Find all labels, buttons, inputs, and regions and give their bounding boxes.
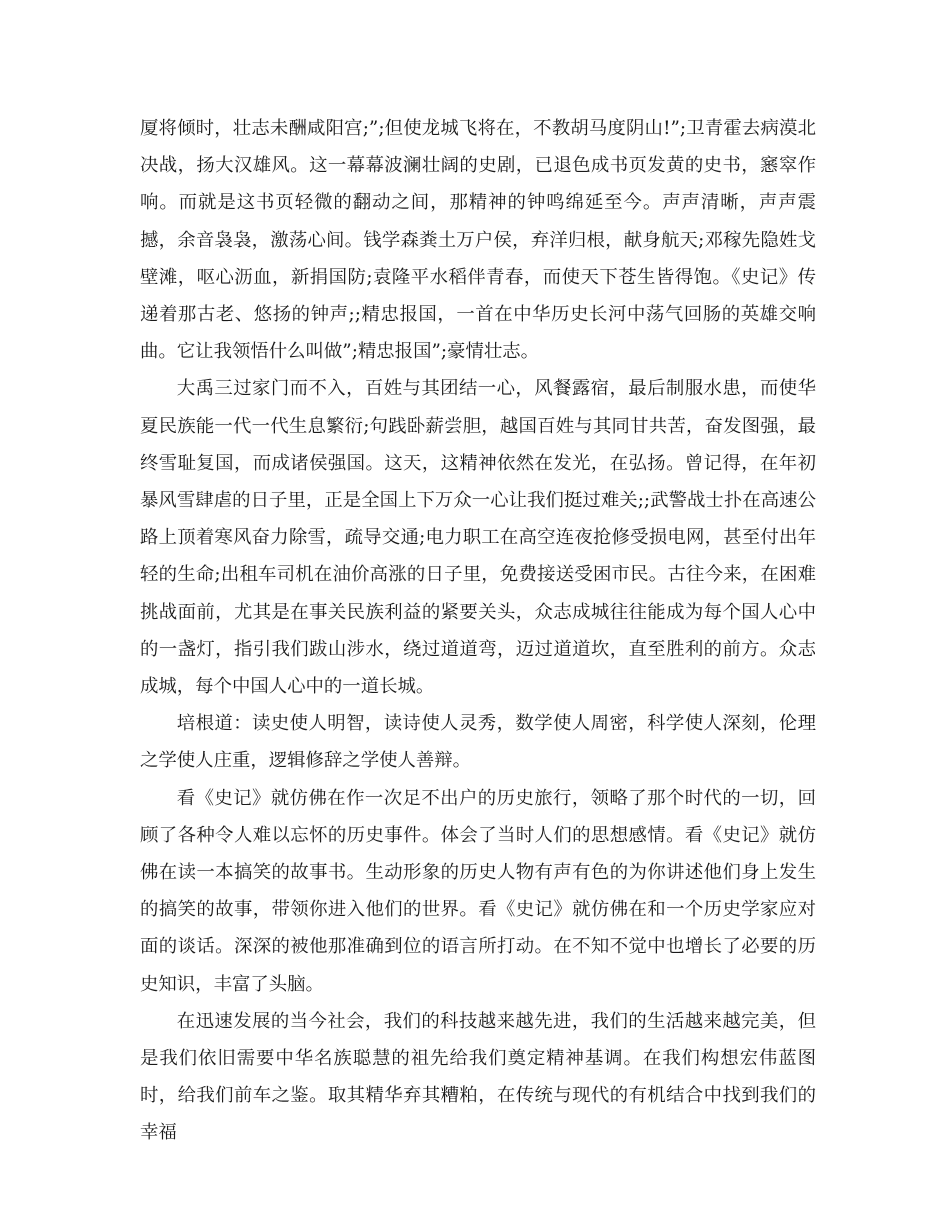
document-body [140, 110, 816, 1152]
paragraph-4: 看《史记》就仿佛在作一次足不出户的历史旅行，领略了那个时代的一切，回顾了各种令人难以忘怀的历史事件。体会了当时人们的思想感情。看《史记》就仿佛在读一本搞笑的故事书。生动形象的历史人物有声有色的为你讲述他们身上发生的搞笑的故事，带领你进入他们的世界。看《史记》就仿佛在和一个历史学家应对面的谈话。深深的被他那准确到位的语言所打动。在不知不觉中也增长了必要的历史知识，丰富了头脑。 [140, 787, 816, 995]
paragraph-3: 培根道：读史使人明智，读诗使人灵秀，数学使人周密，科学使人深刻，伦理之学使人庄重，逻辑修辞之学使人善辩。 [140, 713, 816, 772]
paragraph-1: 厦将倾时，壮志未酬咸阳宫;”;但使龙城飞将在，不教胡马度阴山!”;卫青霍去病漠北决战，扬大汉雄风。这一幕幕波澜壮阔的史剧，已退色成书页发黄的史书，窸窣作响。而就是这书页轻微的翻动之间，那精神的钟鸣绵延至今。声声清晰，声声震撼，余音袅袅，激荡心间。钱学森粪土万户侯，弃洋归根，献身航天;邓稼先隐姓戈壁滩，呕心沥血，新捐国防;袁隆平水稻伴青春，而使天下苍生皆得饱。《史记》传递着那古老、悠扬的钟声;;精忠报国，一首在中华历史长河中荡气回肠的英雄交响曲。它让我领悟什么叫做”;精忠报国”;豪情壮志。 [140, 118, 816, 363]
paragraph-2: 大禹三过家门而不入，百姓与其团结一心，风餐露宿，最后制服水患，而使华夏民族能一代一代生息繁衍;句践卧薪尝胆，越国百姓与其同甘共苦，奋发图强，最终雪耻复国，而成诸侯强国。这天，这精神依然在发光，在弘扬。曾记得，在年初暴风雪肆虐的日子里，正是全国上下万众一心让我们挺过难关;;武警战士扑在高速公路上顶着寒风奋力除雪，疏导交通;电力职工在高空连夜抢修受损电网，甚至付出年轻的生命;出租车司机在油价高涨的日子里，免费接送受困市民。古往今来，在困难挑战面前，尤其是在事关民族利益的紧要关头，众志成城往往能成为每个国人心中的一盏灯，指引我们跋山涉水，绕过道道弯，迈过道道坎，直至胜利的前方。众志成城，每个中国人心中的一道长城。 [140, 378, 816, 698]
paragraph-5: 在迅速发展的当今社会，我们的科技越来越先进，我们的生活越来越完美，但是我们依旧需要中华名族聪慧的祖先给我们奠定精神基调。在我们构想宏伟蓝图时，给我们前车之鉴。取其精华弃其糟粕，在传统与现代的有机结合中找到我们的幸福 [140, 1010, 816, 1144]
